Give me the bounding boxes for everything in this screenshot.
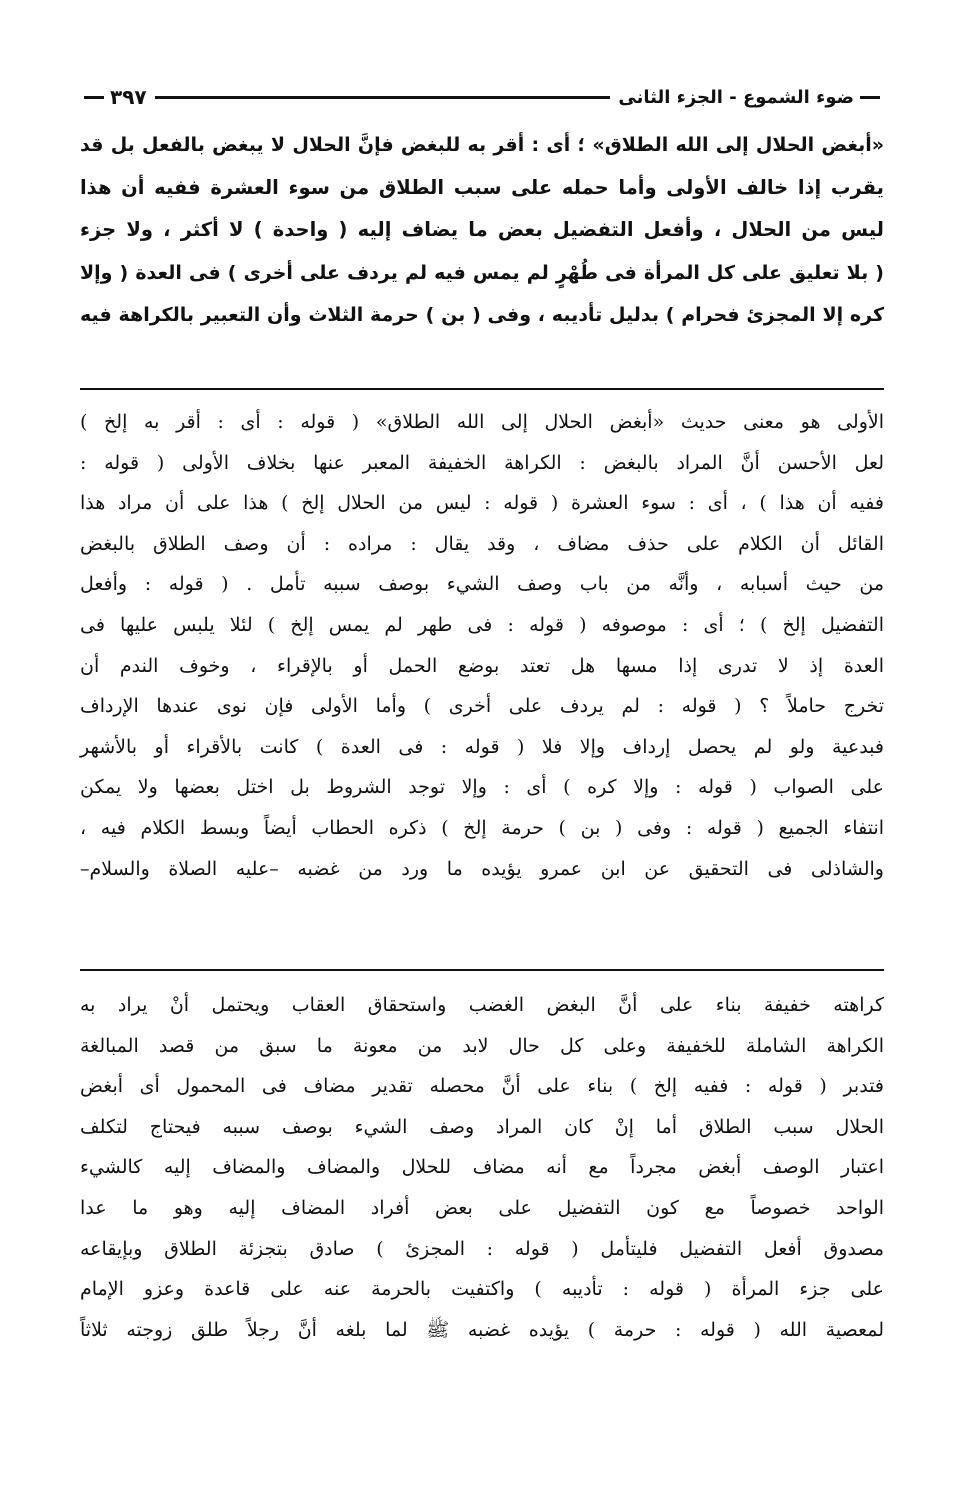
running-header [78, 80, 886, 114]
commentary-line: انتفاء الجميع ( قوله : وفى ( بن ) حرمة إلخ ) ذكره الحطاب أيضاً وبسط الكلام فيه ، [80, 816, 884, 839]
commentary-line: القائل أن الكلام على حذف مضاف ، وقد يقال : مراده : أن وصف الطلاق بالبغض [80, 532, 884, 555]
header-dash-right [860, 96, 880, 99]
main-text [80, 124, 884, 337]
main-line: ( بلا تعليق على كل المرأة فى طُهْرٍ لم يمس فيه لم يردف على أخرى ) فى العدة ( وإلا [80, 261, 884, 284]
commentary-line: الكراهة الشاملة للخفيفة وعلى كل حال لابد من معونة ما سبق من قصد المبالغة [80, 1034, 884, 1057]
commentary-line: لمعصية الله ( قوله : حرمة ) يؤيده غضبه ﷺ لما بلغه أنَّ رجلاً طلق زوجته ثلاثاً [80, 1318, 884, 1341]
commentary-line: الحلال سبب الطلاق أما إنْ كان المراد وصف الشيء بوصف سببه فيحتاج لتكلف [80, 1115, 884, 1138]
commentary-first [80, 402, 884, 889]
commentary-line: التفضيل إلخ ) ؛ أى : موصوفه ( قوله : فى طهر لم يمس إلخ ) لئلا يلبس عليها فى [80, 613, 884, 636]
book-title: ضوء الشموع - الجزء الثانى [618, 86, 854, 108]
commentary-line: فبدعية ولو لم يحصل إرداف وإلا فلا ( قوله : فى العدة ) كانت بالأقراء أو بالأشهر [80, 735, 884, 758]
section-divider [80, 969, 884, 971]
main-line: كره إلا المجزئ فحرام ) بدليل تأديبه ، وفى ( بن ) حرمة الثلاث وأن التعبير بالكراهة فيه [80, 304, 884, 326]
section-divider [80, 388, 884, 390]
commentary-line: تخرج حاملاً ؟ ( قوله : لم يردف على أخرى ) وأما الأولى فإن نوى عندها الإرداف [80, 695, 884, 718]
commentary-line: لعل الأحسن أنَّ المراد بالبغض : الكراهة الخفيفة المعبر عنها بخلاف الأولى ( قوله : [80, 451, 884, 474]
commentary-line: العدة إذ لا تدرى إذا مسها هل تعتد بوضع الحمل أو بالإقراء ، وخوف الندم أن [80, 654, 884, 677]
header-dash-left [84, 96, 104, 99]
commentary-line: فتدبر ( قوله : ففيه إلخ ) بناء على أنَّ محصله تقدير مضاف فى المحمول أى أبغض [80, 1075, 884, 1098]
commentary-line: ففيه أن هذا ) ، أى : سوء العشرة ( قوله : ليس من الحلال إلخ ) هذا على أن مراد هذا [80, 492, 884, 515]
commentary-line: والشاذلى فى التحقيق عن ابن عمرو يؤيده ما ورد من غضبه –عليه الصلاة والسلام– [80, 857, 884, 880]
commentary-line: على الصواب ( قوله : وإلا كره ) أى : وإلا توجد الشروط بل اختل بعضها ولا يمكن [80, 776, 884, 799]
commentary-line: من حيث أسبابه ، وأنَّه من باب وصف الشيء بوصف سببه تأمل . ( قوله : وأفعل [80, 573, 884, 596]
page-number: ٣٩٧ [110, 85, 147, 109]
commentary-line: كراهته خفيفة بناء على أنَّ البغض الغضب واستحقاق العقاب ويحتمل أنْ يراد به [80, 994, 884, 1016]
header-rule [155, 96, 611, 99]
commentary-line: الأولى هو معنى حديث «أبغض الحلال إلى الله الطلاق» ( قوله : أى : أقر به إلخ ) [80, 411, 884, 433]
commentary-line: على جزء المرأة ( قوله : تأديبه ) واكتفيت بالحرمة عنه على قاعدة وعزو الإمام [80, 1278, 884, 1301]
commentary-line: اعتبار الوصف أبغض مجرداً مع أنه مضاف للحلال والمضاف والمضاف إليه كالشيء [80, 1156, 884, 1179]
commentary-line: مصدوق أفعل التفضيل فليتأمل ( قوله : المجزئ ) صادق بتجزئة الطلاق وبإيقاعه [80, 1237, 884, 1260]
main-line: ليس من الحلال ، وأفعل التفضيل بعض ما يضاف إليه ( واحدة ) لا أكثر ، ولا جزء [80, 218, 884, 241]
main-line: «أبغض الحلال إلى الله الطلاق» ؛ أى : أقر به للبغض فإنَّ الحلال لا يبغض بالفعل بل قد [80, 134, 884, 156]
commentary-second [80, 985, 884, 1350]
commentary-line: الواحد خصوصاً مع كون التفضيل على بعض أفراد المضاف إليه وهو ما عدا [80, 1196, 884, 1219]
main-line: يقرب إذا خالف الأولى وأما حمله على سبب الطلاق من سوء العشرة ففيه أن هذا [80, 175, 884, 199]
